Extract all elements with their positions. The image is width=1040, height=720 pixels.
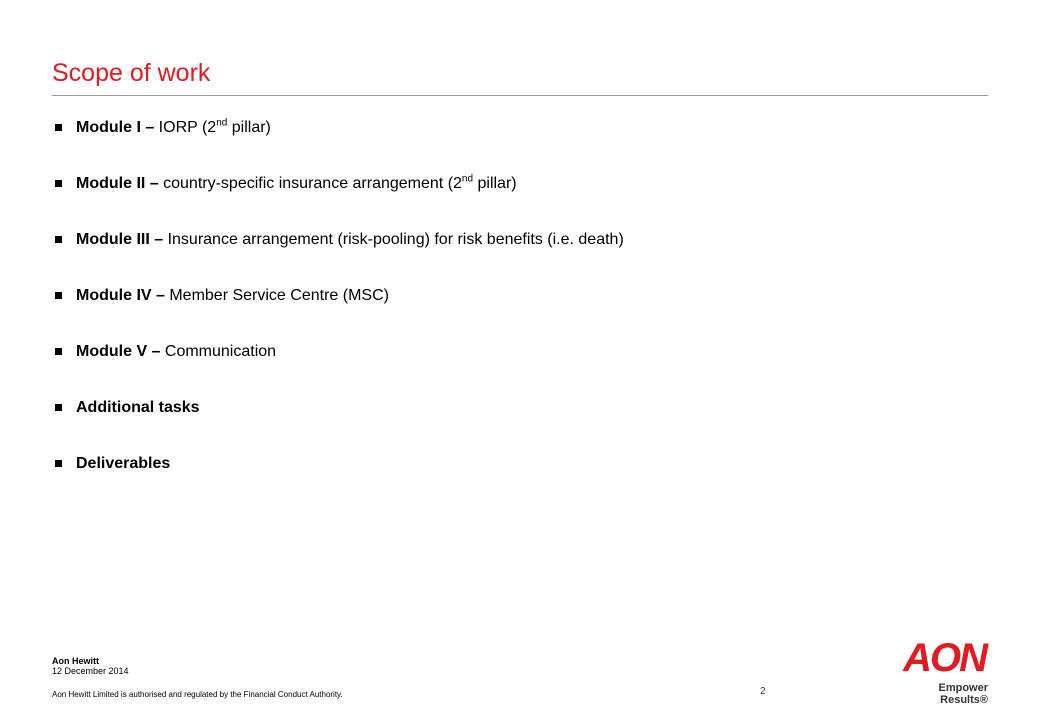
- item-heading: Module V –: [76, 343, 161, 360]
- item-heading: Additional tasks: [76, 399, 200, 416]
- bullet-square-icon: [55, 180, 62, 187]
- footer-date: 12 December 2014: [52, 666, 129, 676]
- item-heading: Module IV –: [76, 287, 165, 304]
- item-text: IORP (2: [154, 119, 217, 136]
- footer-legal-notice: Aon Hewitt Limited is authorised and regulated by the Financial Conduct Authority.: [52, 690, 343, 699]
- list-item: [52, 118, 952, 174]
- logo-wordmark: AON: [903, 636, 986, 680]
- scope-list: [52, 118, 952, 510]
- aon-logo: [892, 636, 992, 706]
- bullet-square-icon: [55, 348, 62, 355]
- item-heading: Module II –: [76, 175, 159, 192]
- item-superscript: nd: [461, 173, 474, 185]
- item-heading: Deliverables: [76, 455, 171, 472]
- item-text: Insurance arrangement (risk-pooling) for risk benefits (i.e. death): [163, 231, 624, 248]
- list-item: [52, 230, 952, 286]
- slide-title: Scope of work: [52, 59, 211, 87]
- bullet-square-icon: [55, 292, 62, 299]
- item-text: country-specific insurance arrangement (2: [158, 175, 462, 192]
- bullet-square-icon: [55, 236, 62, 243]
- logo-tagline: Empower Results®: [938, 682, 988, 706]
- item-text: Communication: [160, 343, 277, 360]
- footer-company: Aon Hewitt: [52, 656, 99, 666]
- item-superscript: nd: [216, 117, 228, 129]
- list-item: [52, 342, 952, 398]
- bullet-square-icon: [55, 124, 62, 131]
- item-text-end: pillar): [227, 119, 271, 136]
- item-text-end: pillar): [473, 175, 517, 192]
- list-item: [52, 174, 952, 230]
- page-number: 2: [760, 686, 766, 697]
- item-heading: Module I –: [76, 119, 155, 136]
- bullet-square-icon: [55, 404, 62, 411]
- list-item: [52, 454, 952, 510]
- title-divider: [52, 95, 988, 96]
- list-item: [52, 286, 952, 342]
- list-item: [52, 398, 952, 454]
- item-text: Member Service Centre (MSC): [164, 287, 389, 304]
- item-heading: Module III –: [76, 231, 164, 248]
- bullet-square-icon: [55, 460, 62, 467]
